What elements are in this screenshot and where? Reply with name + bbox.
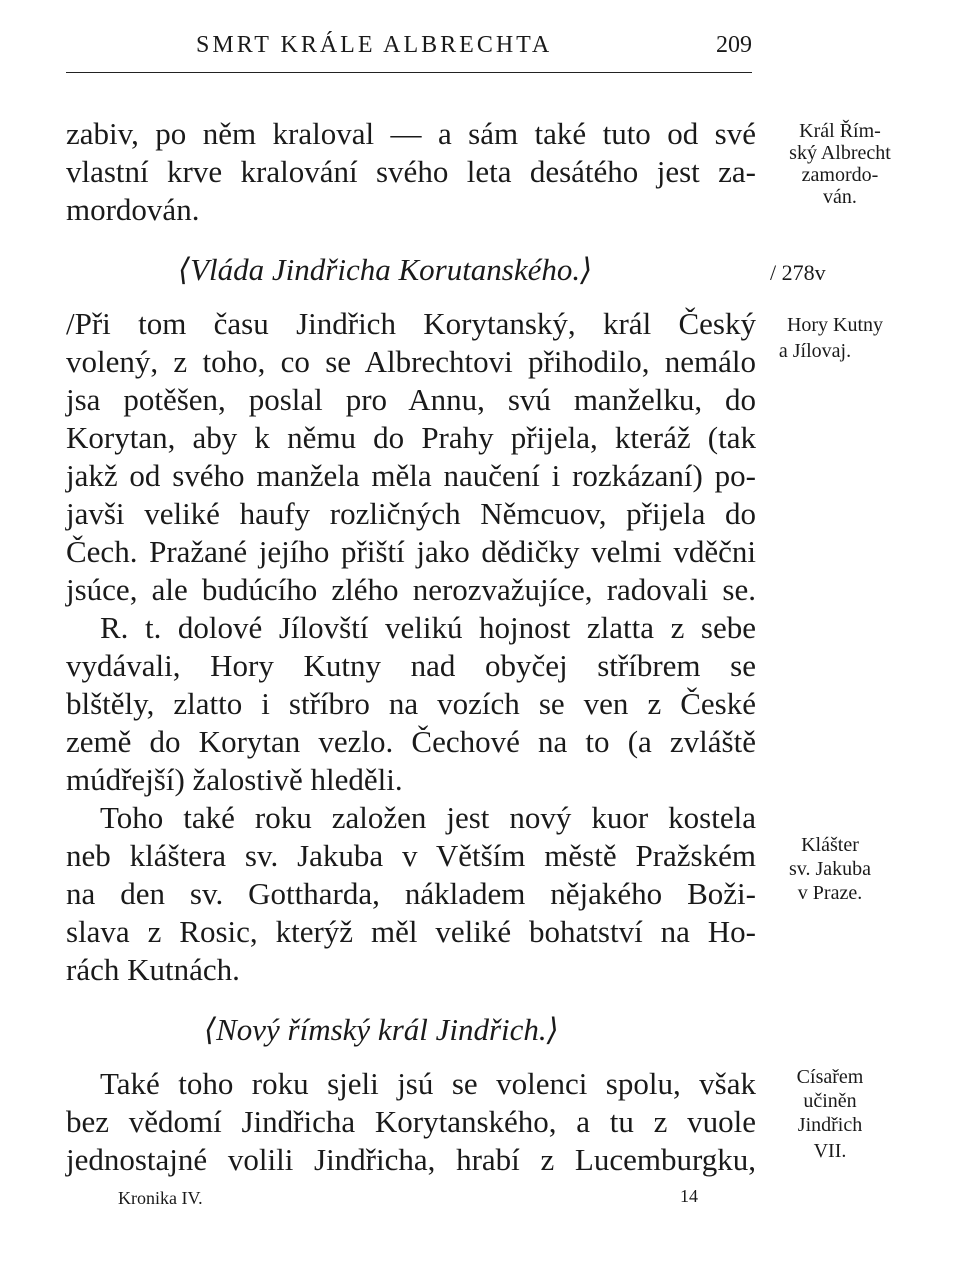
text-line: Čech. Pražané jejího přiští jako dědičky velmi vděčni (66, 534, 756, 569)
text-line: mordován. (66, 192, 200, 227)
text-line: Korytan, aby k němu do Prahy přijela, kteráž (tak (66, 420, 756, 455)
margin-note: Jindřich (797, 1114, 863, 1136)
text-line: múdřejší) žalostivě hleděli. (66, 762, 403, 797)
margin-note: VII. (813, 1140, 847, 1162)
text-line: /Při tom času Jindřich Korytanský, král Český (66, 306, 756, 341)
section-heading: ⟨Nový římský král Jindřich.⟩ (204, 1012, 559, 1047)
margin-note: ván. (823, 186, 857, 208)
text-line: javši veliké haufy rozličných Němcuov, přijela do (66, 496, 756, 531)
header-rule (66, 72, 752, 73)
margin-note: ský Albrecht (789, 142, 891, 164)
text-line: země do Korytan vezlo. Čechové na to (a zvláště (66, 724, 756, 759)
text-line: zabiv, po něm kraloval — a sám také tuto od své (66, 116, 756, 151)
text-line: jakž od svého manžela měla naučení i rozkázaní) po- (66, 458, 756, 493)
margin-note: zamordo- (801, 164, 879, 186)
folio-mark: / 278v (770, 260, 826, 285)
text-line: na den sv. Gottharda, nákladem nějakého Boži- (66, 876, 756, 911)
margin-note: Král Řím- (799, 120, 881, 142)
margin-note: učiněn (803, 1090, 857, 1112)
margin-note: v Praze. (797, 882, 863, 904)
margin-note: Klášter (801, 834, 859, 856)
text-line: R. t. dolové Jílovští velikú hojnost zlatta z sebe (100, 610, 756, 645)
text-line: vydávali, Hory Kutny nad obyčej stříbrem se (66, 648, 756, 683)
text-line: jsa potěšen, poslal pro Annu, svú manželku, do (66, 382, 756, 417)
footer-signature: Kronika IV. (118, 1188, 203, 1208)
text-line: Toho také roku založen jest nový kuor kostela (100, 800, 756, 835)
running-title: SMRT KRÁLE ALBRECHTA (196, 32, 553, 58)
running-header (66, 28, 752, 68)
text-line: bez vědomí Jindřicha Korytanského, a tu z vuole (66, 1104, 756, 1139)
text-line: Také toho roku sjeli jsú se volenci spolu, však (100, 1066, 756, 1101)
text-line: blštěly, zlatto i stříbro na vozích se ven z České (66, 686, 756, 721)
text-line: slava z Rosic, kterýž měl veliké bohatství na Ho- (66, 914, 756, 949)
margin-note: a Jílovaj. (778, 340, 852, 362)
footer-sheet-number: 14 (680, 1186, 698, 1206)
section-heading: ⟨Vláda Jindřicha Korutanského.⟩ (178, 252, 593, 287)
text-line: volený, z toho, co se Albrechtovi přihodilo, nemálo (66, 344, 756, 379)
margin-note: Císařem (796, 1066, 864, 1088)
text-line: jsúce, ale budúcího zlého nerozvažujíce, radovali se. (66, 572, 756, 607)
text-line: rách Kutnách. (66, 952, 240, 987)
text-line: vlastní krve kralování svého leta desátého jest za- (66, 154, 756, 189)
text-line: neb kláštera sv. Jakuba v Větším městě Pražském (66, 838, 756, 873)
margin-note: Hory Kutny (786, 314, 884, 336)
page-number: 209 (716, 32, 752, 58)
margin-note: sv. Jakuba (788, 858, 872, 880)
text-line: jednostajné volili Jindřicha, hrabí z Lucemburgku, (66, 1142, 756, 1177)
